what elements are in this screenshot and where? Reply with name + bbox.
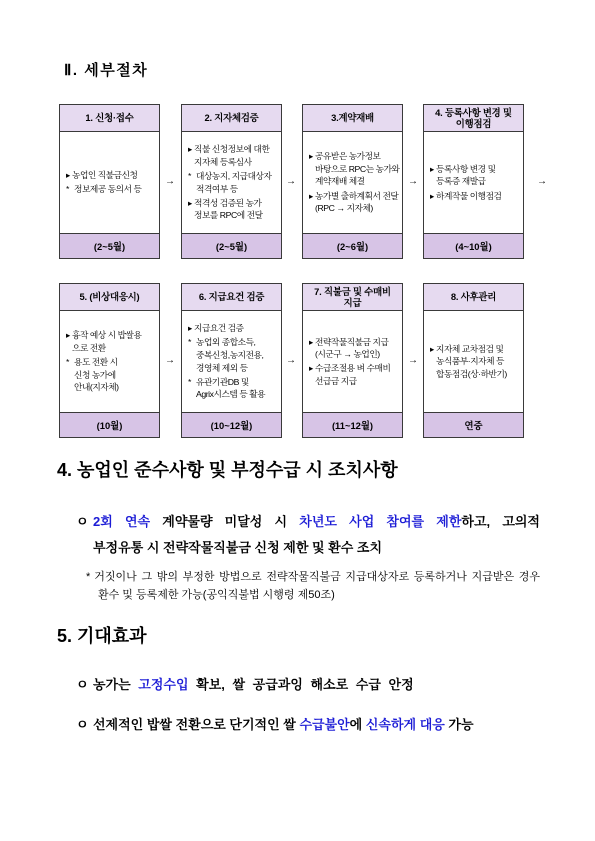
right-arrow-icon: →	[165, 355, 175, 366]
note-line	[86, 570, 540, 584]
item-line: 계약재배 체결	[315, 176, 365, 187]
item-text	[436, 163, 496, 188]
text-run: 에	[349, 717, 366, 732]
item-text	[436, 190, 502, 203]
step-header	[424, 105, 523, 132]
process-step-1	[59, 104, 160, 259]
step-title: 지급	[343, 297, 362, 308]
highlighted-text: 신속하게 대응	[365, 717, 445, 732]
text-run: 확보, 쌀 공급과잉 해소로 수급 안정	[188, 677, 414, 692]
item-line: 으로 전환	[72, 342, 106, 353]
step-bullet	[188, 197, 278, 222]
process-step-4	[423, 104, 524, 259]
step-header	[303, 284, 402, 311]
triangle-bullet-icon: ▸	[309, 336, 313, 347]
step-header	[303, 105, 402, 132]
item-line: 바탕으로 RPC는 농가와	[315, 163, 400, 174]
item-line: 흉작 예상 시 밥쌀용	[72, 330, 142, 341]
item-line: 정보를 RPC에 전달	[194, 210, 263, 221]
step-bullet	[66, 169, 156, 182]
section-title-expected-effects: 5. 기대효과	[57, 626, 147, 646]
step-bullet	[309, 150, 399, 188]
text-run: 가능	[444, 717, 474, 732]
item-text	[436, 343, 507, 381]
step-body	[60, 132, 159, 233]
process-step-2	[181, 104, 282, 259]
step-title: 1. 신청·접수	[85, 112, 134, 124]
triangle-bullet-icon: ▸	[430, 343, 434, 354]
section-title-compliance: 4. 농업인 준수사항 및 부정수급 시 조치사항	[57, 460, 398, 480]
triangle-bullet-icon: ▸	[188, 197, 192, 208]
item-line: 선급금 지급	[315, 375, 357, 386]
highlighted-text: 고정수입	[138, 677, 189, 692]
text-run: 부정유통 시 전략작물직불금 신청 제한 및 환수 조치	[93, 540, 383, 555]
triangle-bullet-icon: ▸	[66, 330, 70, 341]
item-line: (RPC → 지자체)	[315, 203, 373, 214]
item-text	[72, 169, 138, 182]
process-step-3	[302, 104, 403, 259]
item-line: 등록사항 변경 및	[436, 163, 496, 174]
section-title-detail-procedure: Ⅱ. 세부절차	[64, 62, 149, 79]
bullet-circle-icon: ㅇ	[76, 717, 89, 732]
item-line: 하계작물 이행점검	[436, 190, 502, 201]
item-line: 등록증 재발급	[436, 176, 486, 187]
item-text	[74, 356, 119, 394]
step-period: (10~12월)	[182, 412, 281, 437]
item-text	[196, 376, 265, 401]
item-text	[196, 170, 271, 195]
triangle-bullet-icon: ▸	[309, 363, 313, 374]
step-header	[60, 284, 159, 311]
step-title: 8. 사후관리	[450, 291, 497, 303]
step-header	[182, 284, 281, 311]
note-text: 거짓이나 그 밖의 부정한 방법으로 전략작물직불금 지급대상자로 등록하거나 지급받은 경우	[94, 571, 540, 583]
item-line: 지자체 교차점검 및	[436, 343, 504, 354]
asterisk-marker: *	[86, 571, 91, 583]
step-period: (2~6월)	[303, 233, 402, 258]
step-body	[303, 132, 402, 233]
right-arrow-icon: →	[286, 355, 296, 366]
step-note	[66, 356, 156, 394]
step-body	[182, 311, 281, 412]
step-title: 7. 직불금 및 수매비	[314, 285, 391, 297]
item-text	[196, 336, 263, 374]
item-line: 신청 농가에	[74, 369, 116, 380]
text-run: 계약물량 미달성 시	[150, 514, 300, 529]
item-line: 정보제공 동의서 등	[74, 184, 142, 195]
step-period: (10월)	[60, 412, 159, 437]
item-text	[194, 322, 244, 335]
item-text	[194, 143, 269, 168]
right-arrow-icon: →	[286, 176, 296, 187]
step-period: (11~12월)	[303, 412, 402, 437]
item-line: 공유받은 농가정보	[315, 151, 381, 162]
step-bullet	[309, 362, 399, 387]
paragraph-line	[93, 514, 540, 530]
step-body	[182, 132, 281, 233]
item-line: 전략작물직불금 지급	[315, 336, 389, 347]
step-note	[188, 376, 278, 401]
process-step-8	[423, 283, 524, 438]
step-bullet	[66, 329, 156, 354]
item-text	[315, 190, 398, 215]
item-line: 유관기관DB 및	[196, 376, 249, 387]
asterisk-marker: *	[188, 376, 191, 387]
step-body	[424, 311, 523, 412]
highlighted-text: 2회 연속	[93, 514, 151, 529]
step-period: 연중	[424, 412, 523, 437]
effect-bullet	[93, 677, 414, 693]
item-text	[315, 362, 390, 387]
asterisk-marker: *	[188, 170, 191, 181]
step-header	[182, 105, 281, 132]
item-line: 안내(지자체)	[74, 382, 119, 393]
text-run: 하고, 고의적	[461, 514, 540, 529]
triangle-bullet-icon: ▸	[188, 323, 192, 334]
process-step-5	[59, 283, 160, 438]
item-line: 적격여부 등	[196, 183, 238, 194]
triangle-bullet-icon: ▸	[188, 144, 192, 155]
step-period: (4~10월)	[424, 233, 523, 258]
item-line: 합동점검(상·하반기)	[436, 368, 507, 379]
asterisk-marker: *	[188, 337, 191, 348]
item-line: 농식품부·지자체 등	[436, 356, 504, 367]
item-line: 적격성 검증된 농가	[194, 197, 262, 208]
step-body	[60, 311, 159, 412]
item-line: 수급조절용 벼 수매비	[315, 363, 391, 374]
item-text	[315, 150, 399, 188]
process-step-7	[302, 283, 403, 438]
item-line: (시군구 → 농업인)	[315, 349, 380, 360]
step-header	[60, 105, 159, 132]
highlighted-text: 수급불안	[299, 717, 350, 732]
triangle-bullet-icon: ▸	[309, 190, 313, 201]
item-text	[194, 197, 263, 222]
step-bullet	[430, 190, 520, 203]
bullet-circle-icon: ㅇ	[76, 514, 89, 529]
text-run: 선제적인 밥쌀 전환으로 단기적인 쌀	[93, 717, 300, 732]
item-line: 용도 전환 시	[74, 356, 118, 367]
step-note	[188, 170, 278, 195]
item-text	[74, 183, 141, 196]
step-period: (2~5월)	[60, 233, 159, 258]
step-bullet	[430, 343, 520, 381]
item-line: Agrix시스템 등 활용	[196, 389, 266, 400]
effect-bullet	[93, 717, 474, 733]
step-bullet	[309, 190, 399, 215]
item-line: 농업인 직불금신청	[72, 170, 138, 181]
item-line: 직불 신청정보에 대한	[194, 144, 270, 155]
item-line: 경영체 제외 등	[196, 362, 248, 373]
step-title: 이행점검	[455, 118, 492, 129]
item-text	[315, 336, 388, 361]
right-arrow-icon: →	[408, 176, 418, 187]
item-line: 농가별 출하계획서 전달	[315, 190, 399, 201]
text-run: 농가는	[93, 677, 139, 692]
step-title: 3.계약재배	[331, 112, 374, 124]
step-bullet	[309, 336, 399, 361]
step-bullet	[188, 143, 278, 168]
process-step-6	[181, 283, 282, 438]
right-arrow-icon: →	[165, 176, 175, 187]
step-title: 5. (비상대응시)	[79, 291, 140, 303]
step-header	[424, 284, 523, 311]
step-title: 2. 지자체검증	[204, 112, 259, 124]
step-bullet	[188, 322, 278, 335]
item-line: 지급요건 검증	[194, 323, 244, 334]
triangle-bullet-icon: ▸	[66, 170, 70, 181]
bullet-circle-icon: ㅇ	[76, 677, 89, 692]
step-title: 6. 지급요건 검증	[198, 291, 265, 303]
item-line: 대상농지, 지급대상자	[196, 170, 272, 181]
triangle-bullet-icon: ▸	[309, 151, 313, 162]
right-arrow-icon: →	[408, 355, 418, 366]
item-line: 중복신청,농지전용,	[196, 349, 264, 360]
triangle-bullet-icon: ▸	[430, 190, 434, 201]
step-title: 4. 등록사항 변경 및	[435, 106, 512, 118]
triangle-bullet-icon: ▸	[430, 163, 434, 174]
paragraph-line	[93, 540, 382, 556]
item-text	[72, 329, 141, 354]
note-line: 환수 및 등록제한 가능(공익직불법 시행령 제50조)	[98, 589, 335, 601]
step-body	[424, 132, 523, 233]
step-note	[66, 183, 156, 196]
step-period: (2~5월)	[182, 233, 281, 258]
right-arrow-icon: →	[537, 176, 547, 187]
asterisk-marker: *	[66, 184, 69, 195]
step-body	[303, 311, 402, 412]
item-line: 농업외 종합소득,	[196, 337, 256, 348]
asterisk-marker: *	[66, 356, 69, 367]
highlighted-text: 차년도 사업 참여를 제한	[299, 514, 462, 529]
step-note	[188, 336, 278, 374]
step-bullet	[430, 163, 520, 188]
item-line: 지자체 등록심사	[194, 156, 252, 167]
